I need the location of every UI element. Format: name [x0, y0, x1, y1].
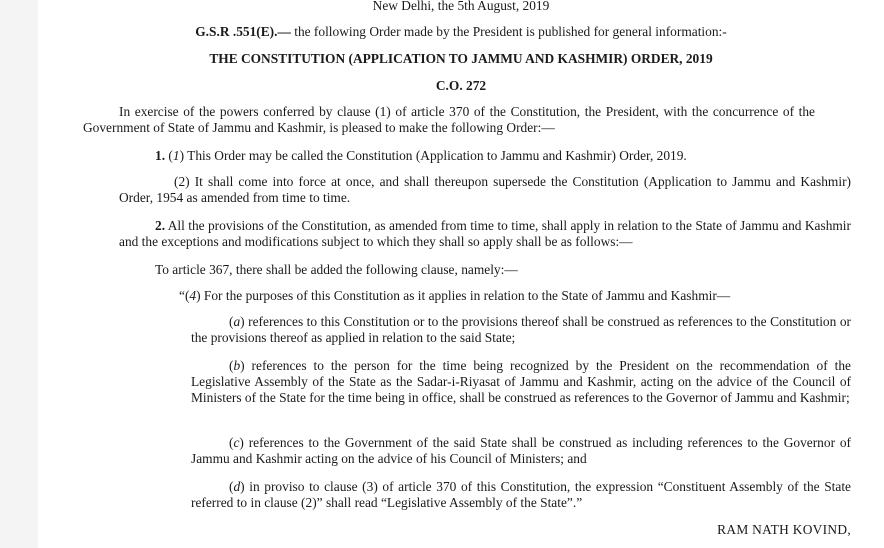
- sub-clause-c-label: c: [233, 435, 240, 450]
- sub-clause-b: (b) references to the person for the time being recognized by the President on the recommendation of the Legislative Assembly of the State as the Sadar-i-Riyasat of Jammu and Kashmir, acting on the advice of the Council of Ministers of the State for the time being in office, shall be construed as references to the Governor of Jammu and Kashmir;: [191, 358, 851, 405]
- sub-clause-a-label: a: [233, 314, 241, 329]
- order-code: C.O. 272: [435, 78, 487, 93]
- sub-clause-d-label: d: [233, 479, 241, 494]
- sub-clause-c-text: ) references to the Government of the said State shall be construed as including references to the Governor of Jammu and Kashmir acting on the advice of his Council of Ministers; and: [191, 435, 851, 466]
- sub-clause-d-text: ) in proviso to clause (3) of article 370 of this Constitution, the expression “Constituent Assembly of the State referred to in clause (2)” shall read “Legislative Assembly of the State”.”: [191, 479, 851, 510]
- clause-4-number: 4: [189, 288, 197, 303]
- para-1-2: [119, 174, 851, 206]
- clause-4-open: “(: [179, 288, 190, 303]
- sub-clause-c: (c) references to the Government of the said State shall be construed as including references to the Governor of Jammu and Kashmir acting on the advice of his Council of Ministers; and: [191, 435, 851, 466]
- para-1: 1. (1) This Order may be called the Constitution (Application to Jammu and Kashmir) Order, 2019.: [155, 148, 687, 163]
- para-1-sub: 1: [172, 148, 180, 163]
- gsr-number: G.S.R .551(E).—: [195, 24, 291, 39]
- para-1-2-text: (2) It shall come into force at once, and shall thereupon supersede the Constitution (Application to Jammu and Kashmir) Order, 1954 as amended from time to time.: [119, 174, 851, 205]
- para-1-text: This Order may be called the Constitution (Application to Jammu and Kashmir) Order, 2019.: [184, 148, 687, 163]
- clause-4: [179, 288, 730, 304]
- gazette-page: [38, 0, 884, 548]
- gsr-text: the following Order made by the President is published for general information:-: [290, 24, 727, 39]
- preamble-text: In exercise of the powers conferred by clause (1) of article 370 of the Constitution, the President, with the concurrence of the Government of State of Jammu and Kashmir, is pleased to make the following Order:—: [83, 104, 815, 135]
- article-intro: To article 367, there shall be added the following clause, namely:—: [155, 262, 518, 277]
- sub-clause-b-text: ) references to the person for the time being recognized by the President on the recommendation of the Legislative Assembly of the State as the Sadar-i-Riyasat of Jammu and Kashmir, acting on the advice of the Council of Ministers of the State for the time being in office, shall be construed as references to the Governor of Jammu and Kashmir;: [191, 358, 851, 405]
- para-2: [119, 218, 851, 250]
- preamble-paragraph: [83, 104, 815, 136]
- para-2-text: All the provisions of the Constitution, as amended from time to time, shall apply in relation to the State of Jammu and Kashmir and the exceptions and modifications subject to which they shall so apply shall be as follows:—: [119, 218, 851, 249]
- gsr-notice: [38, 24, 884, 40]
- para-1-number: 1.: [155, 148, 166, 163]
- sub-clause-b-label: b: [233, 358, 241, 373]
- order-title: THE CONSTITUTION (APPLICATION TO JAMMU AND KASHMIR) ORDER, 2019: [209, 51, 713, 66]
- sub-clause-a: (a) references to this Constitution or to the provisions thereof shall be construed as references to the Constitution or the provisions thereof as applied in relation to the said State;: [191, 314, 851, 345]
- para-2-number: 2.: [155, 218, 166, 233]
- left-margin: [0, 0, 38, 548]
- sub-clause-d: (d) in proviso to clause (3) of article 370 of this Constitution, the expression “Constituent Assembly of the State referred to in clause (2)” shall read “Legislative Assembly of the State”.”: [191, 479, 851, 510]
- sub-clause-a-text: ) references to this Constitution or to the provisions thereof shall be construed as references to the Constitution or the provisions thereof as applied in relation to the said State;: [191, 314, 851, 345]
- place-date: New Delhi, the 5th August, 2019: [372, 0, 550, 13]
- signature-name: RAM NATH KOVIND,: [717, 522, 851, 537]
- clause-4-text: ) For the purposes of this Constitution as it applies in relation to the State of Jammu and Kashmir—: [196, 288, 731, 303]
